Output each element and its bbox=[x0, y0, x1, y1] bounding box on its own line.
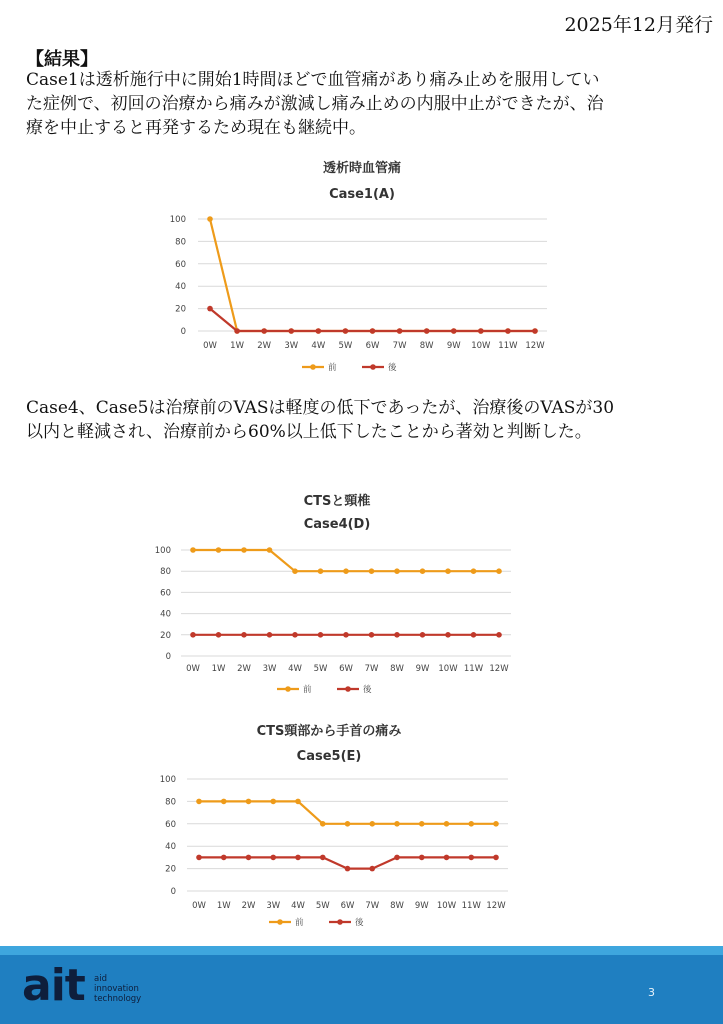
y-tick-label: 100 bbox=[169, 215, 186, 225]
data-point bbox=[445, 632, 451, 638]
logo-tagline-line: technology bbox=[94, 994, 142, 1004]
data-point bbox=[318, 632, 324, 638]
legend-label: 後 bbox=[363, 685, 372, 695]
data-point bbox=[532, 328, 538, 334]
data-point bbox=[207, 306, 213, 312]
x-tick-label: 2W bbox=[237, 664, 251, 674]
chart-title: CTSと頸椎 bbox=[303, 494, 371, 509]
y-tick-label: 20 bbox=[165, 864, 176, 875]
x-tick-label: 7W bbox=[365, 901, 380, 911]
x-tick-label: 1W bbox=[216, 901, 231, 911]
x-tick-label: 3W bbox=[284, 341, 299, 351]
y-tick-label: 20 bbox=[175, 304, 186, 315]
data-point bbox=[505, 328, 511, 334]
legend-marker bbox=[370, 364, 376, 370]
data-point bbox=[343, 568, 349, 574]
y-tick-label: 60 bbox=[160, 588, 171, 599]
data-point bbox=[471, 632, 477, 638]
data-point bbox=[420, 632, 426, 638]
data-point bbox=[221, 799, 227, 805]
y-tick-label: 40 bbox=[160, 609, 171, 620]
data-point bbox=[216, 547, 222, 553]
data-point bbox=[369, 821, 375, 827]
series-line-1 bbox=[193, 550, 499, 571]
x-tick-label: 9W bbox=[414, 901, 429, 911]
legend-marker bbox=[285, 686, 291, 692]
data-point bbox=[270, 855, 276, 861]
data-point bbox=[295, 799, 301, 805]
data-point bbox=[445, 568, 451, 574]
data-point bbox=[369, 568, 375, 574]
line-chart-1 bbox=[170, 160, 547, 373]
ait-logo bbox=[22, 960, 162, 1012]
x-tick-label: 10W bbox=[471, 341, 491, 351]
data-point bbox=[190, 632, 196, 638]
data-point bbox=[292, 568, 298, 574]
series-line-1 bbox=[199, 801, 496, 823]
y-tick-label: 40 bbox=[165, 842, 176, 853]
data-point bbox=[394, 821, 400, 827]
x-tick-label: 12W bbox=[486, 901, 506, 911]
legend-marker bbox=[277, 919, 283, 925]
y-tick-label: 20 bbox=[160, 630, 171, 641]
x-tick-label: 0W bbox=[192, 901, 206, 911]
paragraph-line: 療を中止すると再発するため現在も継続中。 bbox=[26, 118, 366, 138]
paragraph-line: Case1は透析施行中に開始1時間ほどで血管痛があり痛み止めを服用してい bbox=[26, 70, 600, 90]
data-point bbox=[216, 632, 222, 638]
y-tick-label: 0 bbox=[170, 887, 176, 897]
legend-label: 後 bbox=[355, 918, 364, 928]
chart-title: CTS頸部から手首の痛み bbox=[256, 724, 402, 739]
data-point bbox=[493, 821, 499, 827]
data-point bbox=[270, 799, 276, 805]
y-tick-label: 60 bbox=[175, 259, 186, 270]
x-tick-label: 6W bbox=[340, 901, 355, 911]
x-tick-label: 4W bbox=[291, 901, 305, 911]
data-point bbox=[288, 328, 294, 334]
legend-label: 前 bbox=[295, 918, 304, 928]
x-tick-label: 8W bbox=[390, 901, 404, 911]
issue-date: 2025年12月発行 bbox=[564, 14, 713, 36]
x-tick-label: 1W bbox=[230, 341, 244, 351]
x-tick-label: 10W bbox=[436, 901, 457, 911]
logo-tagline-line: innovation bbox=[94, 984, 139, 994]
paragraph-line: た症例で、初回の治療から痛みが激減し痛み止めの内服中止ができたが、治 bbox=[26, 94, 604, 114]
data-point bbox=[468, 855, 474, 861]
chart-subtitle: Case4(D) bbox=[303, 517, 371, 532]
data-point bbox=[444, 821, 450, 827]
legend-marker bbox=[310, 364, 316, 370]
y-tick-label: 80 bbox=[165, 797, 176, 808]
legend-label: 後 bbox=[388, 363, 397, 373]
data-point bbox=[444, 855, 450, 861]
data-point bbox=[221, 855, 227, 861]
chart-subtitle: Case1(A) bbox=[329, 187, 395, 202]
data-point bbox=[318, 568, 324, 574]
data-point bbox=[369, 632, 375, 638]
data-point bbox=[320, 855, 326, 861]
logo-tagline-line: aid bbox=[94, 974, 107, 984]
data-point bbox=[320, 821, 326, 827]
logo-tagline bbox=[94, 974, 141, 1004]
data-point bbox=[246, 799, 252, 805]
line-chart-2 bbox=[155, 493, 511, 695]
data-point bbox=[196, 855, 202, 861]
x-tick-label: 10W bbox=[438, 664, 458, 674]
data-point bbox=[345, 866, 351, 872]
x-tick-label: 1W bbox=[211, 664, 226, 674]
data-point bbox=[196, 799, 202, 805]
data-point bbox=[234, 328, 240, 334]
series-line-1 bbox=[210, 219, 535, 331]
y-tick-label: 0 bbox=[165, 652, 171, 662]
data-point bbox=[496, 568, 502, 574]
x-tick-label: 5W bbox=[338, 341, 353, 351]
data-point bbox=[419, 855, 425, 861]
x-tick-label: 3W bbox=[266, 901, 281, 911]
data-point bbox=[343, 328, 349, 334]
x-tick-label: 12W bbox=[525, 341, 545, 351]
x-tick-label: 9W bbox=[446, 341, 461, 351]
x-tick-label: 5W bbox=[315, 901, 330, 911]
x-tick-label: 0W bbox=[186, 664, 200, 674]
x-tick-label: 4W bbox=[288, 664, 302, 674]
logo-mark: ait bbox=[22, 960, 85, 1011]
x-tick-label: 6W bbox=[365, 341, 380, 351]
x-tick-label: 8W bbox=[390, 664, 404, 674]
x-tick-label: 3W bbox=[262, 664, 277, 674]
x-tick-label: 0W bbox=[203, 341, 217, 351]
x-tick-label: 5W bbox=[313, 664, 328, 674]
legend-marker bbox=[337, 919, 343, 925]
data-point bbox=[295, 855, 301, 861]
data-point bbox=[267, 632, 273, 638]
x-tick-label: 7W bbox=[392, 341, 407, 351]
paragraph-line: 以内と軽減され、治療前から60%以上低下したことから著効と判断した。 bbox=[26, 422, 592, 442]
data-point bbox=[267, 547, 273, 553]
footer-stripe bbox=[0, 946, 723, 955]
data-point bbox=[343, 632, 349, 638]
data-point bbox=[394, 632, 400, 638]
y-tick-label: 100 bbox=[159, 775, 176, 785]
legend-label: 前 bbox=[328, 363, 337, 373]
data-point bbox=[292, 632, 298, 638]
data-point bbox=[471, 568, 477, 574]
x-tick-label: 8W bbox=[419, 341, 434, 351]
data-point bbox=[369, 866, 375, 872]
legend-marker bbox=[345, 686, 351, 692]
data-point bbox=[241, 547, 247, 553]
data-point bbox=[261, 328, 267, 334]
paragraph-line: Case4、Case5は治療前のVASは軽度の低下であったが、治療後のVASが30 bbox=[26, 398, 615, 418]
data-point bbox=[190, 547, 196, 553]
y-tick-label: 80 bbox=[160, 567, 171, 578]
data-point bbox=[397, 328, 403, 334]
data-point bbox=[370, 328, 376, 334]
chart-subtitle: Case5(E) bbox=[296, 749, 362, 764]
line-chart-3 bbox=[160, 723, 508, 928]
y-tick-label: 0 bbox=[180, 327, 186, 337]
data-point bbox=[394, 855, 400, 861]
x-tick-label: 2W bbox=[257, 341, 272, 351]
data-point bbox=[394, 568, 400, 574]
data-point bbox=[496, 632, 502, 638]
data-point bbox=[468, 821, 474, 827]
data-point bbox=[493, 855, 499, 861]
series-line-2 bbox=[210, 309, 535, 331]
x-tick-label: 12W bbox=[489, 664, 509, 674]
page-number: 3 bbox=[648, 986, 655, 999]
data-point bbox=[316, 328, 322, 334]
x-tick-label: 11W bbox=[461, 901, 481, 911]
data-point bbox=[419, 821, 425, 827]
data-point bbox=[478, 328, 484, 334]
y-tick-label: 40 bbox=[175, 282, 186, 293]
x-tick-label: 2W bbox=[241, 901, 256, 911]
x-tick-label: 9W bbox=[415, 664, 430, 674]
data-point bbox=[241, 632, 247, 638]
y-tick-label: 80 bbox=[175, 237, 186, 248]
y-tick-label: 60 bbox=[165, 819, 176, 830]
section-heading: 【結果】 bbox=[26, 49, 98, 70]
x-tick-label: 11W bbox=[498, 341, 518, 351]
y-tick-label: 100 bbox=[154, 546, 171, 556]
chart-title: 透析時血管痛 bbox=[322, 161, 402, 176]
x-tick-label: 4W bbox=[311, 341, 326, 351]
data-point bbox=[345, 821, 351, 827]
legend-label: 前 bbox=[303, 685, 312, 695]
x-tick-label: 7W bbox=[364, 664, 379, 674]
x-tick-label: 6W bbox=[339, 664, 353, 674]
footer-bar bbox=[0, 946, 723, 1024]
data-point bbox=[207, 216, 213, 222]
data-point bbox=[424, 328, 430, 334]
data-point bbox=[420, 568, 426, 574]
data-point bbox=[246, 855, 252, 861]
data-point bbox=[451, 328, 457, 334]
x-tick-label: 11W bbox=[463, 664, 484, 674]
